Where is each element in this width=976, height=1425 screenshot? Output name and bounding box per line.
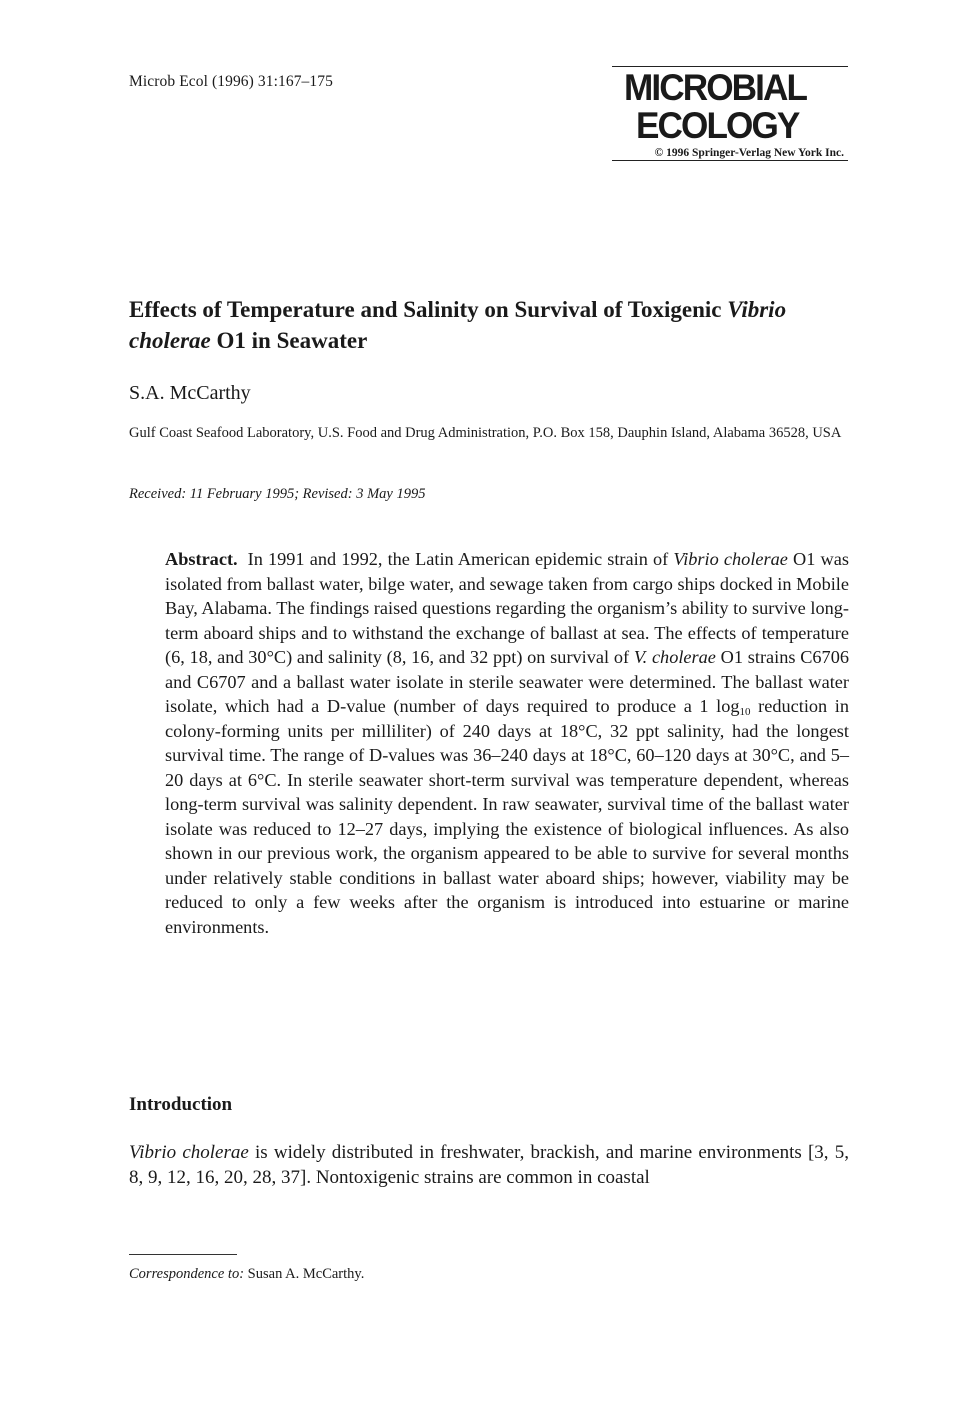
author-name: S.A. McCarthy (129, 382, 251, 404)
abstract-paragraph (165, 547, 849, 939)
footnote-divider (129, 1254, 237, 1255)
article-title (129, 294, 849, 356)
footnote-name: Susan A. McCarthy. (244, 1266, 365, 1282)
title-text-1: Effects of Temperature and Salinity on Survival of Toxigenic (129, 297, 728, 322)
intro-text: is widely distributed in freshwater, brackish, and marine environments [3, 5, 8, 9, 12, 16, 20, 28, 37]. Nontoxigenic strains are common in coastal (129, 1142, 849, 1188)
title-text-2: O1 in Seawater (210, 328, 368, 353)
journal-name-line2: ECOLOGY (636, 105, 799, 146)
abstract-text-3: O1 strains C6706 and C6707 and a ballast water isolate in sterile seawater were determined. The ballast water isolate, which had a D-value (number of days required to produce a 1 log (165, 647, 849, 716)
introduction-paragraph (129, 1140, 849, 1190)
author-affiliation: Gulf Coast Seafood Laboratory, U.S. Food and Drug Administration, P.O. Box 158, Dauphin Island, Alabama 36528, USA (129, 425, 842, 441)
title-species: Vibrio cholerae (129, 297, 787, 353)
section-heading-introduction: Introduction (129, 1094, 233, 1115)
journal-logo-block (612, 66, 848, 161)
footnote-label: Correspondence to: (129, 1266, 245, 1282)
abstract-text-2: O1 was isolated from ballast water, bilge water, and sewage taken from cargo ships docked in Mobile Bay, Alabama. The findings raised questions regarding the organism’s ability to survive long-term aboard ships and to withstand the exchange of ballast at sea. The effects of temperature (6, 18, and 30°C) and salinity (8, 16, and 32 ppt) on survival of (165, 549, 849, 667)
journal-name-line1: MICROBIAL (624, 67, 807, 108)
intro-species: Vibrio cholerae (129, 1142, 249, 1163)
abstract-text-4: reduction in colony-forming units per milliliter) of 240 days at 18°C, 32 ppt salinity, had the longest survival time. The range of D-values was 36–240 days at 18°C, 60–120 days at 30°C, and 5–20 days at 6°C. In sterile seawater short-term survival was temperature dependent, whereas long-term survival was salinity dependent. In raw seawater, survival time of the ballast water isolate was reduced to 12–27 days, implying the existence of biological influences. As also shown in our previous work, the organism appeared to be able to survive for several months under relatively stable conditions in ballast water aboard ships; however, viability may be reduced to only a few weeks after the organism is introduced into estuarine or marine environments. (165, 696, 849, 937)
log-subscript: 10 (739, 706, 751, 718)
copyright-notice: © 1996 Springer-Verlag New York Inc. (654, 147, 844, 159)
correspondence-footnote (129, 1266, 364, 1283)
journal-citation: Microb Ecol (1996) 31:167–175 (129, 73, 333, 90)
received-dates: Received: 11 February 1995; Revised: 3 May 1995 (129, 486, 426, 502)
abstract-label: Abstract. (165, 549, 238, 569)
abstract-text-1: In 1991 and 1992, the Latin American epidemic strain of (247, 549, 674, 569)
abstract-species-1: Vibrio cholerae (673, 549, 788, 569)
abstract-species-2: V. cholerae (633, 647, 716, 667)
logo-rule-bottom (612, 160, 848, 161)
